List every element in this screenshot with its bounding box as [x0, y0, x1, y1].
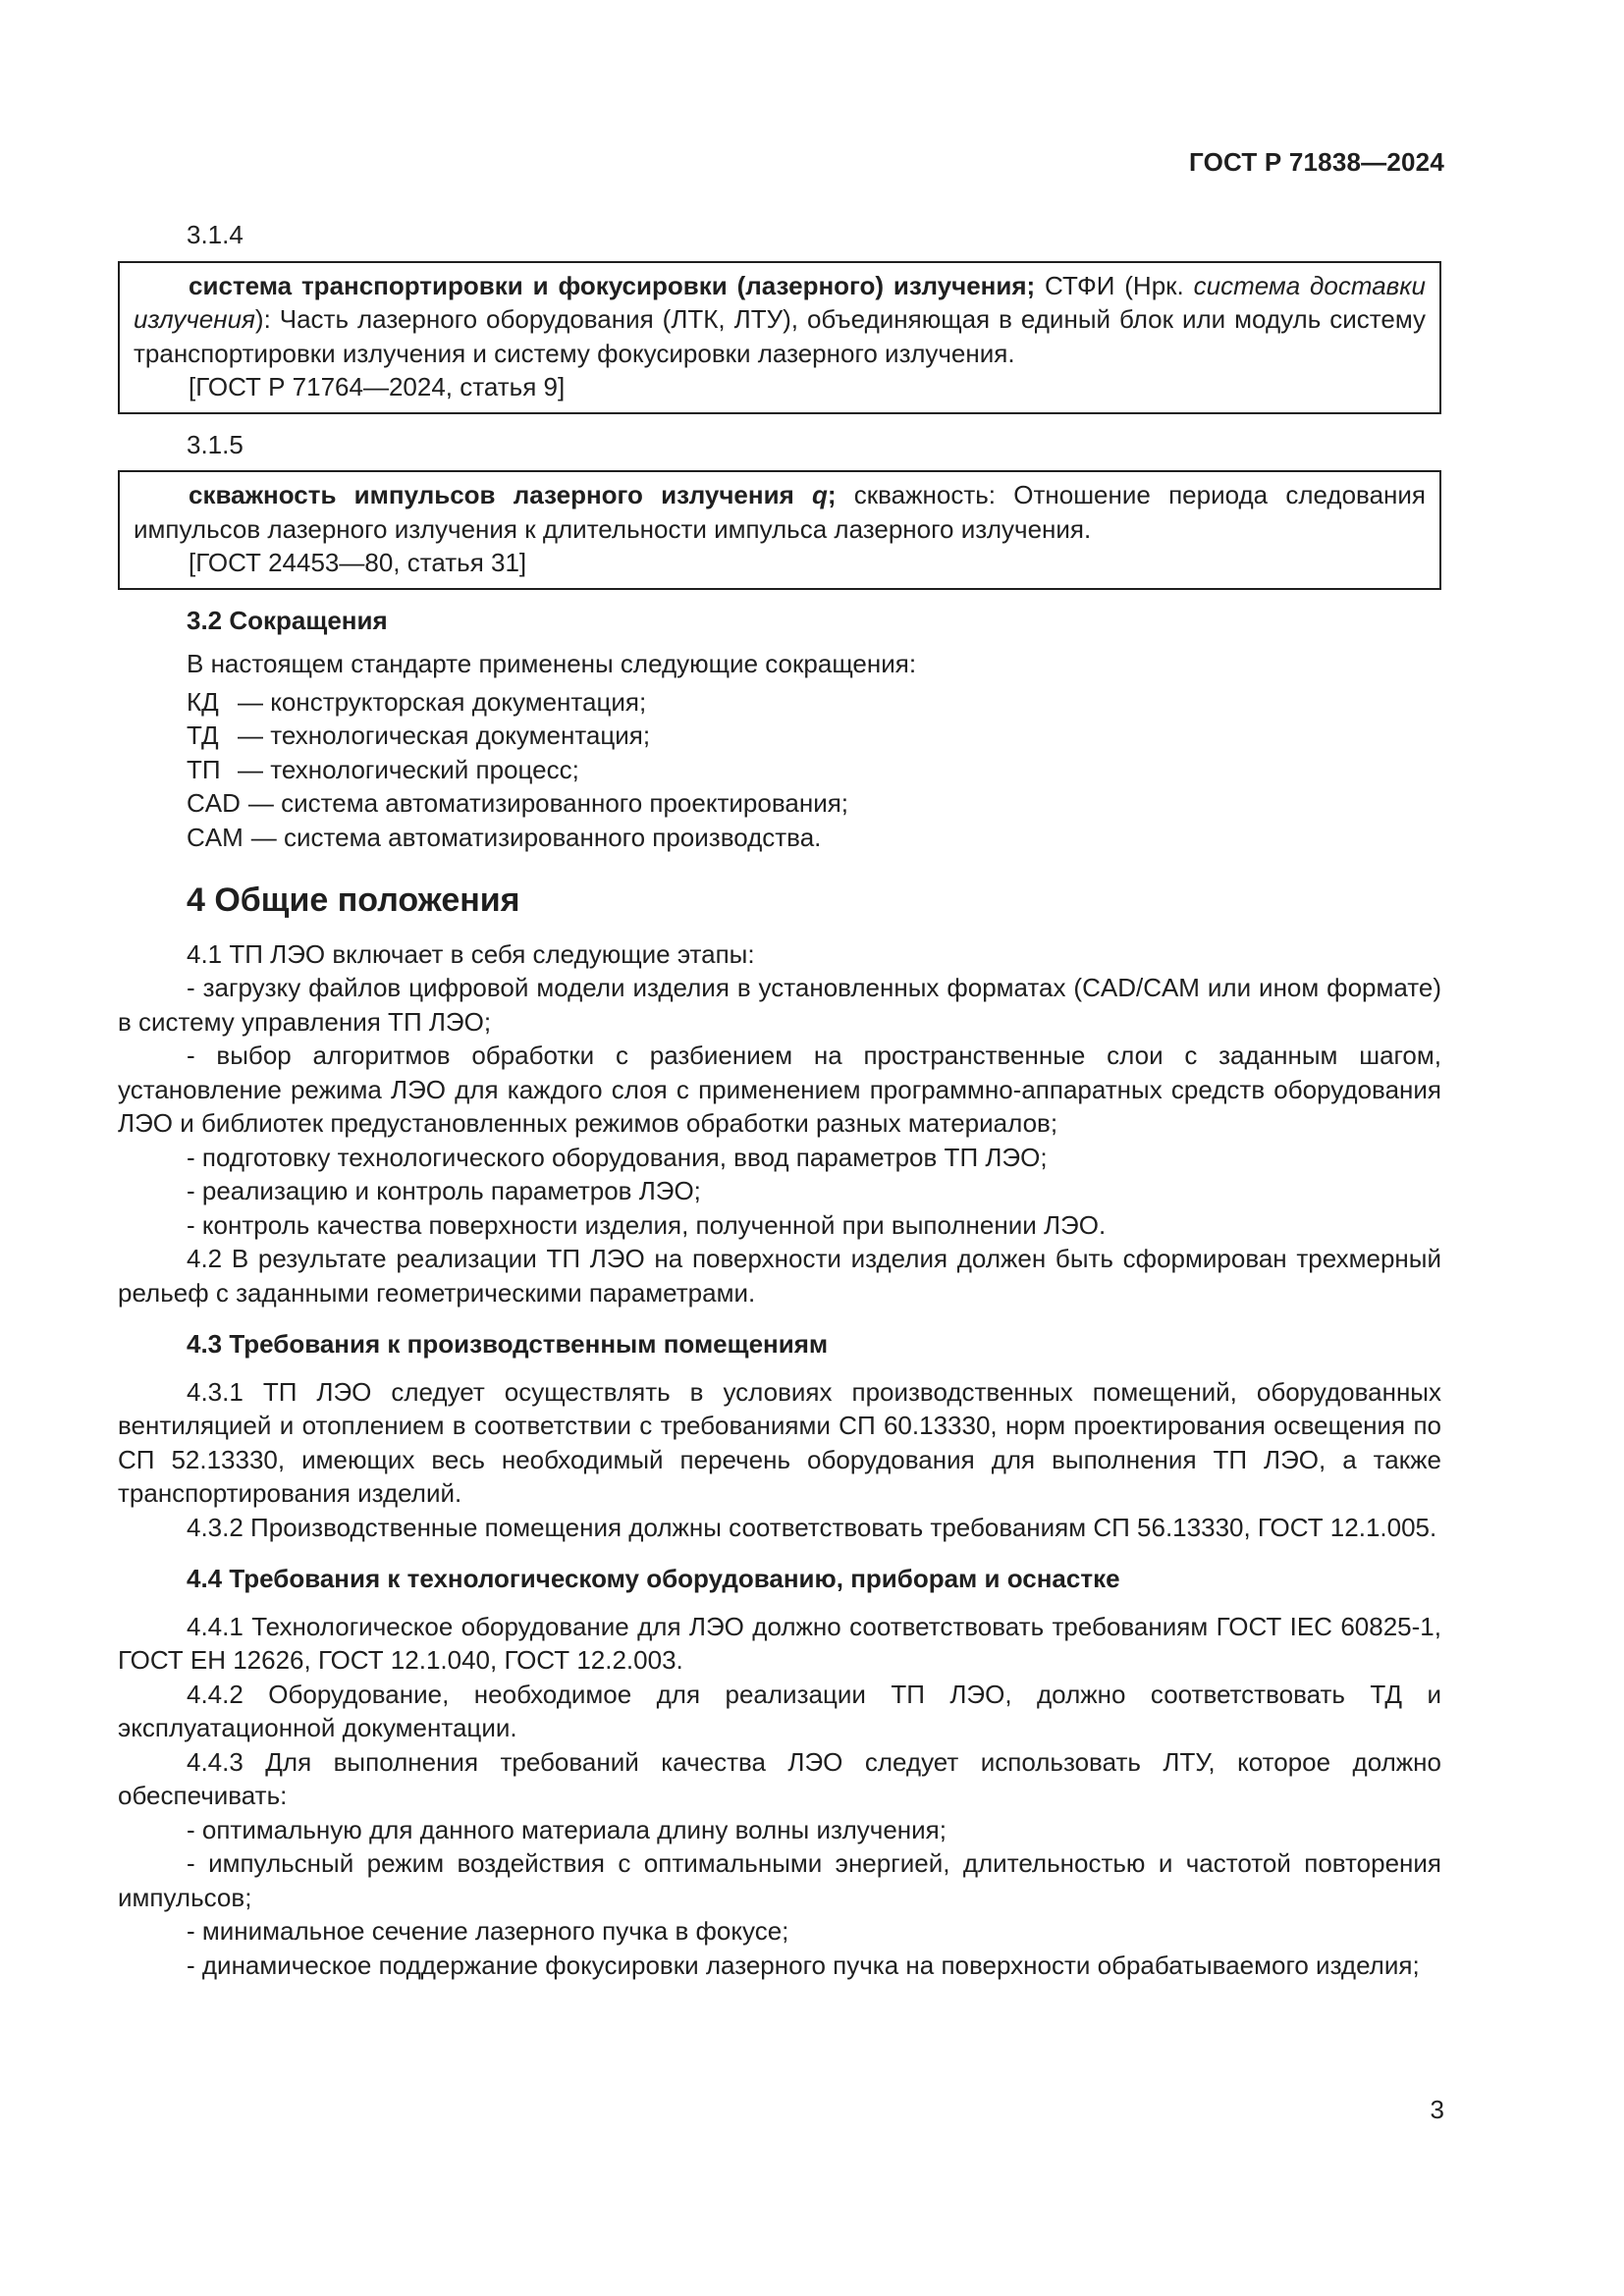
- term-number-314: 3.1.4: [187, 220, 244, 249]
- abbreviation-code: КД: [187, 686, 219, 717]
- section-4-4-title: 4.4 Требования к технологическому оборудованию, приборам и оснастке: [187, 1564, 1120, 1593]
- abbreviation-text: — конструкторская документация;: [238, 686, 647, 717]
- abbreviation-code: ТД: [187, 721, 219, 750]
- abbreviation-item: [118, 685, 1441, 720]
- term-title-text: скважность импульсов лазерного излучения: [189, 480, 812, 509]
- abbreviation-code: ТП: [187, 754, 221, 784]
- term-symbol: q: [811, 480, 828, 509]
- list-item: - оптимальную для данного материала длину волны излучения;: [187, 1814, 947, 1844]
- term-number-315: 3.1.5: [187, 429, 244, 459]
- page-content: [118, 218, 1441, 1982]
- paragraph-4-3-1: 4.3.1 ТП ЛЭО следует осуществлять в условиях производственных помещений, оборудованных вентиляцией и отоплением в соответствии с требованиями СП 60.13330, норм проектирования освещения по СП 52.13330, имеющих весь необходимый перечень оборудования для выполнения ТП ЛЭО, а также транспортирования изделий.: [118, 1376, 1441, 1508]
- term-title-315: [189, 480, 837, 509]
- section-4-title: 4 Общие положения: [187, 881, 520, 919]
- term-title-end: ;: [827, 480, 837, 509]
- term-definition-315: [134, 478, 1426, 546]
- term-source-315: [ГОСТ 24453—80, статья 31]: [189, 548, 527, 577]
- term-box-315: [118, 470, 1441, 590]
- abbreviation-item: [118, 719, 1441, 753]
- abbreviation-item: [118, 753, 1441, 787]
- abbreviations-intro: В настоящем стандарте применены следующие сокращения:: [187, 649, 917, 678]
- list-item: - выбор алгоритмов обработки с разбиением на пространственные слои с заданным шагом, установление режима ЛЭО для каждого слоя с применением программно-аппаратных средств оборудования ЛЭО и библиотек предустановленных режимов обработки разных материалов;: [118, 1041, 1441, 1138]
- paragraph-4-4-3: 4.4.3 Для выполнения требований качества ЛЭО следует использовать ЛТУ, которое должно обеспечивать:: [118, 1746, 1441, 1810]
- list-item: - минимальное сечение лазерного пучка в фокусе;: [187, 1916, 789, 1946]
- paragraph-4-3-2: 4.3.2 Производственные помещения должны соответствовать требованиям СП 56.13330, ГОСТ 12.1.005.: [187, 1512, 1437, 1542]
- list-item: - реализацию и контроль параметров ЛЭО;: [187, 1176, 701, 1205]
- abbreviation-text: — технологическая документация;: [238, 721, 651, 750]
- list-item: - динамическое поддержание фокусировки лазерного пучка на поверхности обрабатываемого изделия;: [187, 1949, 1420, 1980]
- paragraph-4-2: 4.2 В результате реализации ТП ЛЭО на поверхности изделия должен быть сформирован трехмерный рельеф с заданными геометрическими параметрами.: [118, 1244, 1441, 1308]
- term-def-italic: система доставки излучения: [134, 270, 1426, 334]
- section-3-2-title: 3.2 Сокращения: [187, 605, 388, 635]
- list-item: - подготовку технологического оборудования, ввод параметров ТП ЛЭО;: [187, 1142, 1048, 1172]
- term-def-315: скважность: Отношение периода следования импульсов лазерного излучения к длительности импульса лазерного излучения.: [134, 480, 1426, 544]
- paragraph-4-4-2: 4.4.2 Оборудование, необходимое для реализации ТП ЛЭО, должно соответствовать ТД и эксплуатационной документации.: [118, 1679, 1441, 1742]
- abbreviation-item: [118, 821, 1441, 855]
- abbreviation-text: — система автоматизированного проектирования;: [247, 788, 849, 818]
- term-title-314: система транспортировки и фокусировки (лазерного) излучения;: [189, 270, 1036, 300]
- term-def-part-b: ): Часть лазерного оборудования (ЛТК, ЛТУ), объединяющая в единый блок или модуль систему транспортировки излучения и систему фокусировки лазерного излучения.: [134, 304, 1426, 368]
- page-number: 3: [1430, 2095, 1444, 2124]
- document-header: ГОСТ Р 71838—2024: [1189, 147, 1444, 177]
- term-def-part-a: СТФИ (Нрк.: [1035, 270, 1194, 300]
- abbreviation-code: CAD: [187, 788, 241, 818]
- abbreviation-text: — технологический процесс;: [238, 754, 579, 784]
- abbreviation-item: [118, 786, 1441, 821]
- paragraph-4-4-1: 4.4.1 Технологическое оборудование для ЛЭО должно соответствовать требованиям ГОСТ IEC 60825-1, ГОСТ EH 12626, ГОСТ 12.1.040, ГОСТ 12.2.003.: [118, 1611, 1441, 1675]
- abbreviation-code: CAM: [187, 822, 244, 852]
- term-box-314: [118, 261, 1441, 414]
- paragraph-4-1: 4.1 ТП ЛЭО включает в себя следующие этапы:: [187, 938, 755, 969]
- abbreviation-text: — система автоматизированного производства.: [250, 822, 822, 852]
- term-definition-314: [134, 269, 1426, 371]
- list-item: - контроль качества поверхности изделия, полученной при выполнении ЛЭО.: [187, 1209, 1107, 1240]
- list-item: - загрузку файлов цифровой модели изделия в установленных форматах (CAD/CAM или ином формате) в систему управления ТП ЛЭО;: [118, 973, 1441, 1037]
- section-4-3-title: 4.3 Требования к производственным помещениям: [187, 1329, 829, 1359]
- list-item: - импульсный режим воздействия с оптимальными энергией, длительностью и частотой повторения импульсов;: [118, 1848, 1441, 1912]
- term-source-314: [ГОСТ Р 71764—2024, статья 9]: [189, 372, 566, 401]
